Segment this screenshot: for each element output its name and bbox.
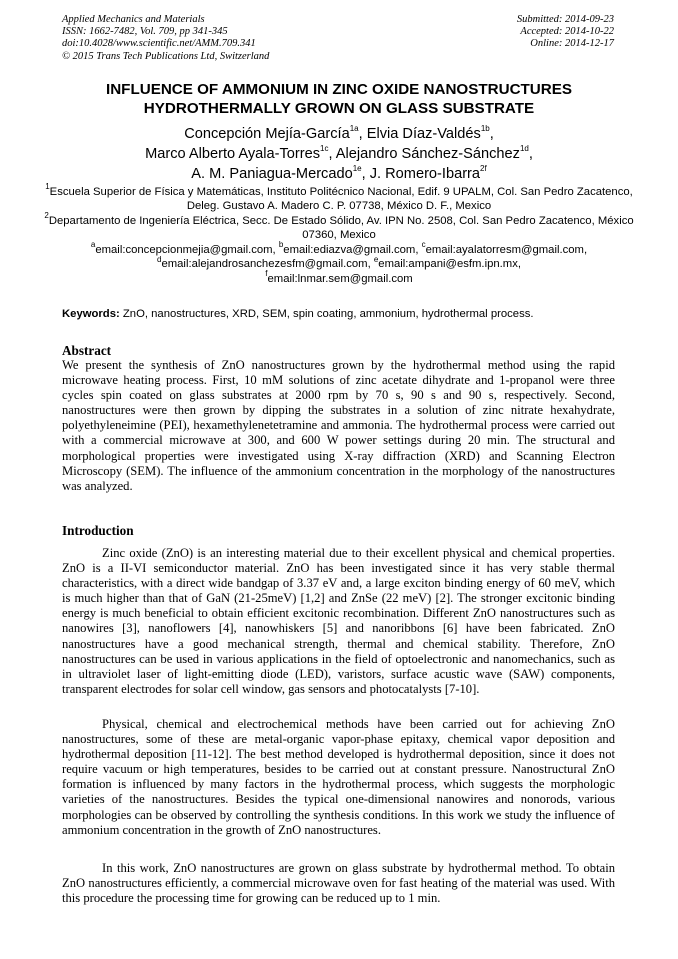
email-marker: e — [373, 254, 379, 264]
email-marker: a — [90, 240, 96, 250]
author-name: Concepción Mejía-García — [184, 126, 350, 142]
author-name: A. M. Paniagua-Mercado — [191, 166, 353, 182]
email-marker: b — [278, 240, 284, 250]
intro-paragraph-1: Zinc oxide (ZnO) is an interesting material due to their excellent physical and chemical properties. ZnO is a II-VI semiconductor material. ZnO has been investigated since it has very stable thermal characteristics, with a direct wide bandgap of 3.37 eV and, a large exciton binding energy of 60 meV, which is much higher than that of GaN (21-25meV) [1,2] and ZnSe (22 meV) [2]. The stronger excitonic binding energy is much beneficial to obtain efficient excitonic recombination. Different ZnO nanostructures such as nanowires [3], nanoflowers [4], nanowhiskers [5] and nanoribbons [6] have been fabricated. ZnO nanostructures have a good mechanical strength, thermal and chemical stability. Therefore, ZnO nanostructures can be used in various applications in the field of optoelectronic and nanomechanics, such as in ultraviolet laser of light-emitting diode (LED), varistors, surface acustic wave (SAW) components, transparent electrodes for solar cell window, gas sensors and photocatalysts [7-10]. — [62, 546, 615, 696]
copyright-line: © 2015 Trans Tech Publications Ltd, Switzerland — [62, 50, 270, 62]
paper-title — [40, 80, 638, 118]
email-address[interactable]: email:lnmar.sem@gmail.com — [267, 272, 413, 285]
author-marker: 1c — [320, 144, 329, 154]
email-marker: f — [265, 269, 268, 279]
author-list — [40, 124, 638, 184]
author-name: J. Romero-Ibarra — [369, 166, 481, 182]
email-marker: d — [157, 254, 162, 264]
author-name: Marco Alberto Ayala-Torres — [145, 146, 321, 162]
email-line-3 — [40, 269, 638, 286]
author-separator: , — [528, 146, 533, 162]
abstract-body: We present the synthesis of ZnO nanostructures grown by the hydrothermal method using the rapid microwave heating process. First, 10 mM solutions of zinc acetate dihydrate and 1-propanol were three cycles spin coated on glass substrates at 2000 rpm by 70 s, 90 s and 90 s, respectively. Second, nanostructures were then grown by dipping the substrates in a solution of zinc nitrate hexahydrate, polyethyleneimine (PEI), hexamethylenetetramine and ammonia. The hydrothermal process were carried out with a commercial microwave at 300, and 600 W power settings during 20 min. The structural and morphological properties were investigated using X-ray diffraction (XRD) and Scanning Electron Microscopy (SEM). The influence of the ammonium concentration in the morphology of the nanostructures was analyzed. — [62, 358, 615, 493]
email-marker: c — [421, 240, 426, 250]
email-address[interactable]: email:ampani@esfm.ipn.mx, — [378, 258, 521, 271]
dates-info — [517, 14, 614, 51]
author-marker: 1e — [352, 164, 362, 174]
title-line-1: INFLUENCE OF AMMONIUM IN ZINC OXIDE NANOSTRUCTURES — [105, 81, 573, 98]
title-line-2: HYDROTHERMALLY GROWN ON GLASS SUBSTRATE — [143, 100, 535, 117]
email-list — [40, 240, 638, 286]
affiliation-marker: 1 — [45, 182, 50, 192]
author-marker: 1d — [519, 144, 529, 154]
email-address[interactable]: email:alejandrosanchezesfm@gmail.com, — [161, 258, 374, 271]
email-address[interactable]: email:ediazva@gmail.com, — [283, 244, 422, 256]
journal-info — [62, 14, 269, 63]
affiliation-text: Escuela Superior de Física y Matemáticas, Instituto Politécnico Nacional, Edif. 9 UPALM, Col. San Pedro Zacatenco, Deleg. Gustavo A. Madero C. P. 07738, México D. F., Mexico — [49, 186, 633, 213]
affiliation-marker: 2 — [44, 211, 49, 221]
introduction-heading: Introduction — [62, 523, 134, 538]
online-date: Online: 2014-12-17 — [530, 38, 614, 50]
keywords-section — [62, 307, 622, 321]
author-separator: , — [361, 166, 370, 182]
email-address[interactable]: email:ayalatorresm@gmail.com, — [425, 244, 588, 256]
intro-paragraph-2: Physical, chemical and electrochemical methods have been carried out for achieving ZnO nanostructures, some of these are metal-organic vapor-phase epitaxy, chemical vapor deposition and hydrothermal deposition [11-12]. The best method developed is hydrothermal deposition, since it does not require vacuum or high temperatures, besides to be carried out at constant pressure. Nanostructural ZnO formation is influenced by many factors in the hydrothermal process, which suggests the morphologic varieties of the nanostructures. Besides the typical one-dimensional nanowires and nonorods, various morphologies can be observed by controlling the synthesis conditions. In this work we study the influence of ammonium concentration in the growth of ZnO nanostructures. — [62, 717, 615, 837]
author-line-3 — [40, 164, 638, 184]
author-marker: 1b — [480, 124, 490, 134]
author-line-2 — [40, 144, 638, 164]
email-line-1 — [40, 240, 638, 257]
affiliation-text: Departamento de Ingeniería Eléctrica, Secc. De Estado Sólido, Av. IPN No. 2508, Col. San Pedro Zacatenco, México 07360, Mexico — [48, 214, 634, 242]
author-separator: , — [328, 146, 336, 162]
affiliation-1 — [40, 182, 638, 214]
author-marker: 2f — [480, 164, 487, 174]
author-separator: , — [358, 126, 367, 142]
intro-paragraph-3: In this work, ZnO nanostructures are grown on glass substrate by hydrothermal method. To obtain ZnO nanostructures efficiently, a commercial microwave oven for fast heating of the material was used. With this procedure the processing time for growing can be reduced up to 1 min. — [62, 861, 615, 906]
author-name: Alejandro Sánchez-Sánchez — [335, 146, 520, 162]
journal-name: Applied Mechanics and Materials — [62, 14, 205, 25]
affiliations — [40, 182, 638, 243]
author-line-1 — [40, 124, 638, 144]
accepted-date: Accepted: 2014-10-22 — [520, 26, 614, 38]
email-address[interactable]: email:concepcionmejia@gmail.com, — [95, 244, 279, 256]
doi-line: doi:10.4028/www.scientific.net/AMM.709.341 — [62, 38, 256, 50]
issn-line: ISSN: 1662-7482, Vol. 709, pp 341-345 — [62, 26, 228, 38]
author-name: Elvia Díaz-Valdés — [366, 126, 481, 142]
affiliation-2 — [40, 211, 638, 243]
abstract-heading: Abstract — [62, 343, 112, 358]
email-line-2 — [40, 254, 638, 271]
author-separator: , — [489, 126, 494, 142]
submitted-date: Submitted: 2014-09-23 — [516, 14, 614, 25]
keywords-label: Keywords: — [62, 308, 120, 320]
author-marker: 1a — [349, 124, 359, 134]
keywords-text: ZnO, nanostructures, XRD, SEM, spin coating, ammonium, hydrothermal process. — [119, 308, 534, 320]
